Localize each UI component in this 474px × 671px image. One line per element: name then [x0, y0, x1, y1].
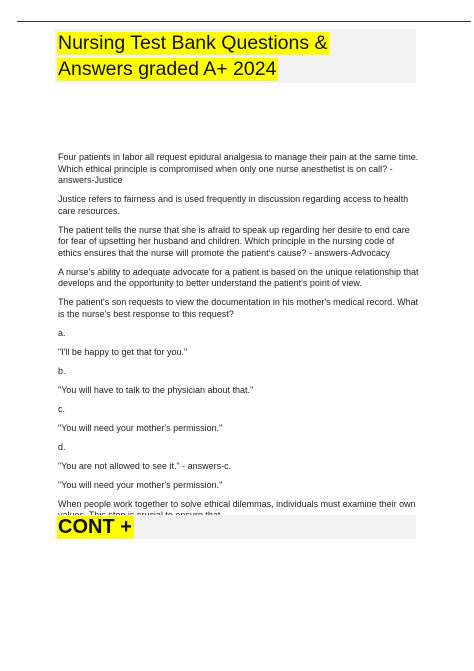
option-letter: a. [58, 327, 66, 338]
option-letter: d. [58, 441, 66, 452]
title-line-2: Answers graded A+ 2024 [58, 58, 277, 80]
paragraph: Justice refers to fairness and is used frequently in discussion regarding access to health care resources. [58, 194, 409, 216]
cont-label-text: CONT + [58, 516, 132, 538]
option-text: "You are not allowed to see it." - answers-c. [58, 460, 232, 471]
top-rule [17, 21, 471, 22]
title-line-1: Nursing Test Bank Questions & [58, 32, 328, 54]
option-text: "I'll be happy to get that for you." [58, 346, 188, 357]
option-text: "You will have to talk to the physician about that." [58, 384, 254, 395]
document-title [57, 30, 387, 82]
answer-text: "You will need your mother's permission." [58, 479, 223, 490]
option-letter: c. [58, 403, 66, 414]
paragraph: The patient's son requests to view the documentation in his mother's medical record. What is the nurse's best response to this request? [58, 297, 419, 319]
cont-label [57, 516, 134, 538]
paragraph: The patient tells the nurse that she is afraid to speak up regarding her desire to end care for fear of upsetting her husband and children. Which principle in the nursing code of ethics ensures that the nurse will promote the patient's cause? - answers-Advocacy [58, 224, 410, 258]
option-text: "You will need your mother's permission." [58, 422, 223, 433]
document-body [58, 152, 420, 529]
paragraph: A nurse's ability to adequate advocate for a patient is based on the unique relationship that develops and the opportunity to better understand the patient's point of view. [58, 266, 419, 288]
paragraph: Four patients in labor all request epidural analgesia to manage their pain at the same time. Which ethical principle is compromised when only one nurse anesthetist is on call? - answers-Justice [58, 152, 419, 185]
paragraph: When people work together to solve ethical dilemmas, individuals must examine their own [58, 498, 416, 509]
option-letter: b. [58, 365, 66, 376]
